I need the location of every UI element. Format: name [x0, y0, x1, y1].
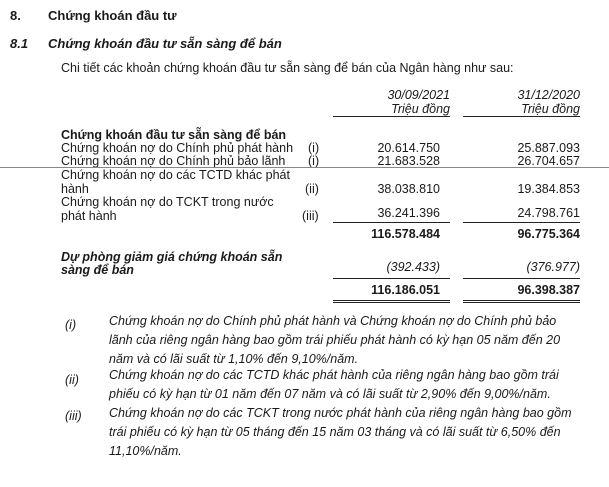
- total-2020: 96.398.387: [517, 283, 580, 297]
- col2-date: 31/12/2020: [517, 88, 580, 102]
- row-label-line2: phát hành: [61, 209, 117, 223]
- subsection-title: Chứng khoán đầu tư sẵn sàng để bán: [48, 36, 282, 51]
- row-value-2021: 36.241.396: [377, 206, 440, 220]
- total-2021: 116.186.051: [371, 283, 440, 297]
- row-value-2021: 38.038.810: [377, 182, 440, 196]
- note-text: [109, 366, 559, 404]
- subtotal-2021: 116.578.484: [371, 227, 440, 241]
- total-double-rule-a-2021: [333, 300, 450, 301]
- note-marker: (i): [65, 318, 77, 332]
- note-marker: (iii): [65, 409, 82, 423]
- row-note: (i): [308, 154, 320, 168]
- note-line: 11,10%/năm.: [109, 444, 182, 458]
- col1-date: 30/09/2021: [387, 88, 450, 102]
- row-label: Chứng khoán nợ do Chính phủ phát hành: [61, 141, 294, 155]
- note-line: lãnh của riêng ngân hàng bao gồm trái phiếu phát hành có kỳ hạn 05 năm đến 20: [109, 333, 561, 347]
- row-note: (i): [308, 141, 320, 155]
- total-double-rule-b-2020: [463, 302, 580, 303]
- row-value-2020: 24.798.761: [517, 206, 580, 220]
- row-value-2021: 20.614.750: [377, 141, 440, 155]
- section-title: Chứng khoán đầu tư: [48, 8, 177, 23]
- row-label: Chứng khoán nợ do Chính phủ bảo lãnh: [61, 154, 286, 168]
- note-line: trái phiếu có kỳ hạn từ 05 tháng đến 15 năm 03 tháng và có lãi suất từ 6,50% đến: [109, 425, 561, 439]
- total-double-rule-a-2020: [463, 300, 580, 301]
- subsection-number: 8.1: [10, 36, 29, 51]
- total-rule-2020: [463, 278, 580, 279]
- note-text: [109, 404, 572, 461]
- row-label-line2: hành: [61, 182, 89, 196]
- note-line: Chứng khoán nợ do Chính phủ phát hành và Chứng khoán nợ do Chính phủ bảo: [109, 314, 557, 328]
- intro-text: Chi tiết các khoản chứng khoán đầu tư sẵn sàng để bán của Ngân hàng như sau:: [61, 61, 514, 75]
- subtotal-2020: 96.775.364: [517, 227, 580, 241]
- row-note: (ii): [305, 182, 319, 196]
- row-value-2020: 25.887.093: [517, 141, 580, 155]
- note-text: [109, 312, 560, 369]
- row-value-2020: 19.384.853: [517, 182, 580, 196]
- note-line: phiếu có kỳ hạn từ 01 năm đến 07 năm và có lãi suất từ 2,90% đến 9,00%/năm.: [109, 387, 551, 401]
- group-title: Chứng khoán đầu tư sẵn sàng để bán: [61, 128, 287, 142]
- total-rule-2021: [333, 278, 450, 279]
- provision-label-line2: sàng để bán: [61, 263, 134, 277]
- col1-unit: Triệu đồng: [391, 102, 450, 116]
- provision-label-line1: Dự phòng giảm giá chứng khoán sẵn: [61, 250, 283, 264]
- col1-header-rule: [333, 116, 450, 117]
- total-double-rule-b-2021: [333, 302, 450, 303]
- provision-2021: (392.433): [386, 260, 440, 274]
- row-value-2021: 21.683.528: [377, 154, 440, 168]
- note-line: Chứng khoán nợ do các TCKT trong nước phát hành của riêng ngân hàng bao gồm: [109, 406, 572, 420]
- section-number: 8.: [10, 8, 21, 23]
- provision-2020: (376.977): [526, 260, 580, 274]
- col2-unit: Triệu đồng: [521, 102, 580, 116]
- note-line: Chứng khoán nợ do các TCTD khác phát hành của riêng ngân hàng bao gồm trái: [109, 368, 559, 382]
- row-label-line1: Chứng khoán nợ do các TCTD khác phát: [61, 168, 290, 182]
- row-label-line1: Chứng khoán nợ do TCKT trong nước: [61, 195, 274, 209]
- row-note: (iii): [302, 209, 319, 223]
- note-line: năm và có lãi suất từ 1,10% đến 9,10%/năm.: [109, 352, 359, 366]
- row-value-2020: 26.704.657: [517, 154, 580, 168]
- subtotal-rule-2021: [333, 222, 450, 223]
- subtotal-rule-2020: [463, 222, 580, 223]
- col2-header-rule: [463, 116, 580, 117]
- note-marker: (ii): [65, 373, 79, 387]
